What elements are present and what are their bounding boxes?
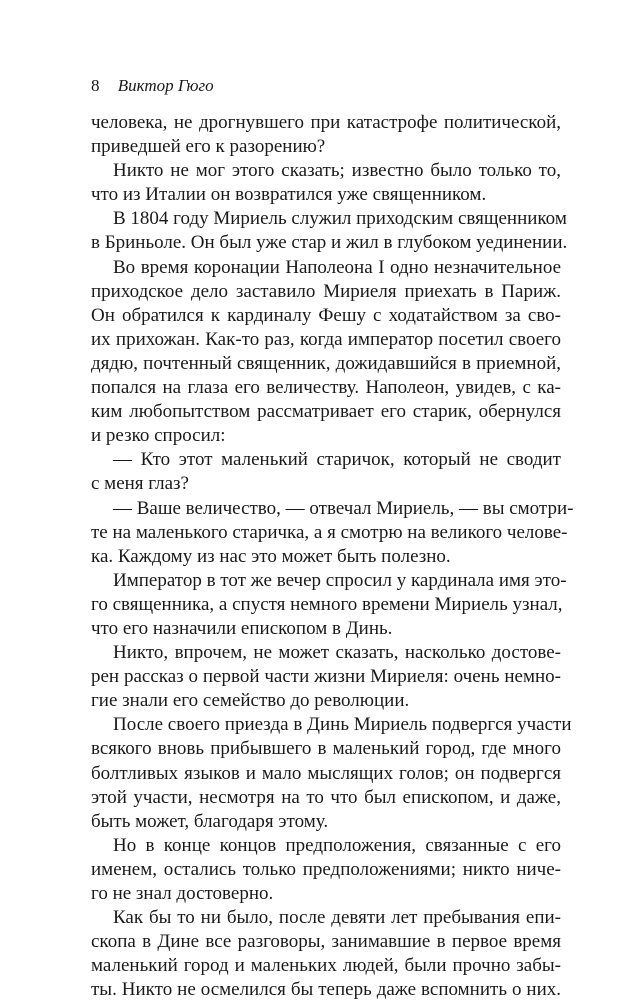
text-line: скопа в Дине все разговоры, занимавшие в первое время: [91, 931, 561, 953]
text-line: Во время коронации Наполеона I одно незначительное: [113, 256, 561, 278]
body-text: [91, 111, 574, 1002]
text-line: В 1804 году Мириель служил приходским священником: [113, 208, 567, 230]
text-line: в Бриньоле. Он был уже стар и жил в глубоком уединении.: [91, 232, 568, 254]
text-line: болтливых языков и мало мыслящих голов; он подвергся: [91, 762, 561, 784]
text-line: Император в тот же вечер спросил у кардинала имя это-: [113, 569, 567, 591]
page-number: 8: [91, 76, 100, 95]
text-line: — Ваше величество, — отвечал Мириель, — вы смотри-: [113, 497, 574, 519]
text-line: дядю, почтенный священник, дожидавшийся в приемной,: [91, 352, 561, 374]
text-line: маленький город и маленьких людей, были прочно забы-: [91, 955, 561, 977]
text-line: этой участи, несмотря на то что был епископом, и даже,: [91, 786, 561, 808]
text-line: что из Италии он возвратился уже священником.: [91, 184, 487, 206]
running-head: [91, 76, 214, 96]
text-line: и резко спросил:: [91, 425, 226, 447]
text-line: Никто не мог этого сказать; известно было только то,: [113, 160, 561, 182]
text-line: попался на глаза его величеству. Наполеон, увидев, с ка-: [91, 377, 561, 399]
text-line: Он обратился к кардиналу Фешу с ходатайством за сво-: [91, 304, 561, 326]
text-line: с меня глаз?: [91, 473, 189, 495]
text-line: ты. Никто не осмелился бы теперь даже вспомнить о них.: [91, 979, 561, 1001]
text-line: именем, остались только предположениями; никто ниче-: [91, 858, 561, 880]
text-line: рен рассказ о первой части жизни Мириеля: очень немно-: [91, 666, 561, 688]
text-line: го не знал достоверно.: [91, 883, 274, 904]
text-line: быть может, благодаря этому.: [91, 810, 329, 832]
text-line: приведшей его к разорению?: [91, 136, 326, 158]
text-line: Как бы то ни было, после девяти лет пребывания епи-: [113, 907, 561, 929]
text-line: те на маленького старичка, а я смотрю на великого челове-: [91, 521, 568, 543]
author-name: Виктор Гюго: [117, 76, 214, 95]
text-line: Никто, впрочем, не может сказать, насколько достове-: [113, 642, 561, 664]
text-line: го священника, а спустя немного времени Мириель узнал,: [91, 593, 563, 615]
text-line: что его назначили епископом в Динь.: [91, 617, 393, 639]
text-line: После своего приезда в Динь Мириель подвергся участи: [113, 714, 572, 736]
text-line: Но в конце концов предположения, связанные с его: [113, 834, 561, 856]
text-line: приходское дело заставило Мириеля приехать в Париж.: [91, 280, 561, 302]
text-line: — Кто этот маленький старичок, который не сводит: [113, 449, 561, 471]
text-line: гие знали его семейство до революции.: [91, 690, 410, 712]
text-line: человека, не дрогнувшего при катастрофе политической,: [91, 112, 561, 133]
text-line: ким любопытством рассматривает его старик, обернулся: [91, 401, 561, 423]
text-line: ка. Каждому из нас это может быть полезно.: [91, 545, 451, 567]
text-line: их прихожан. Как-то раз, когда император посетил своего: [91, 328, 561, 350]
text-line: всякого вновь прибывшего в маленький город, где много: [91, 738, 561, 760]
